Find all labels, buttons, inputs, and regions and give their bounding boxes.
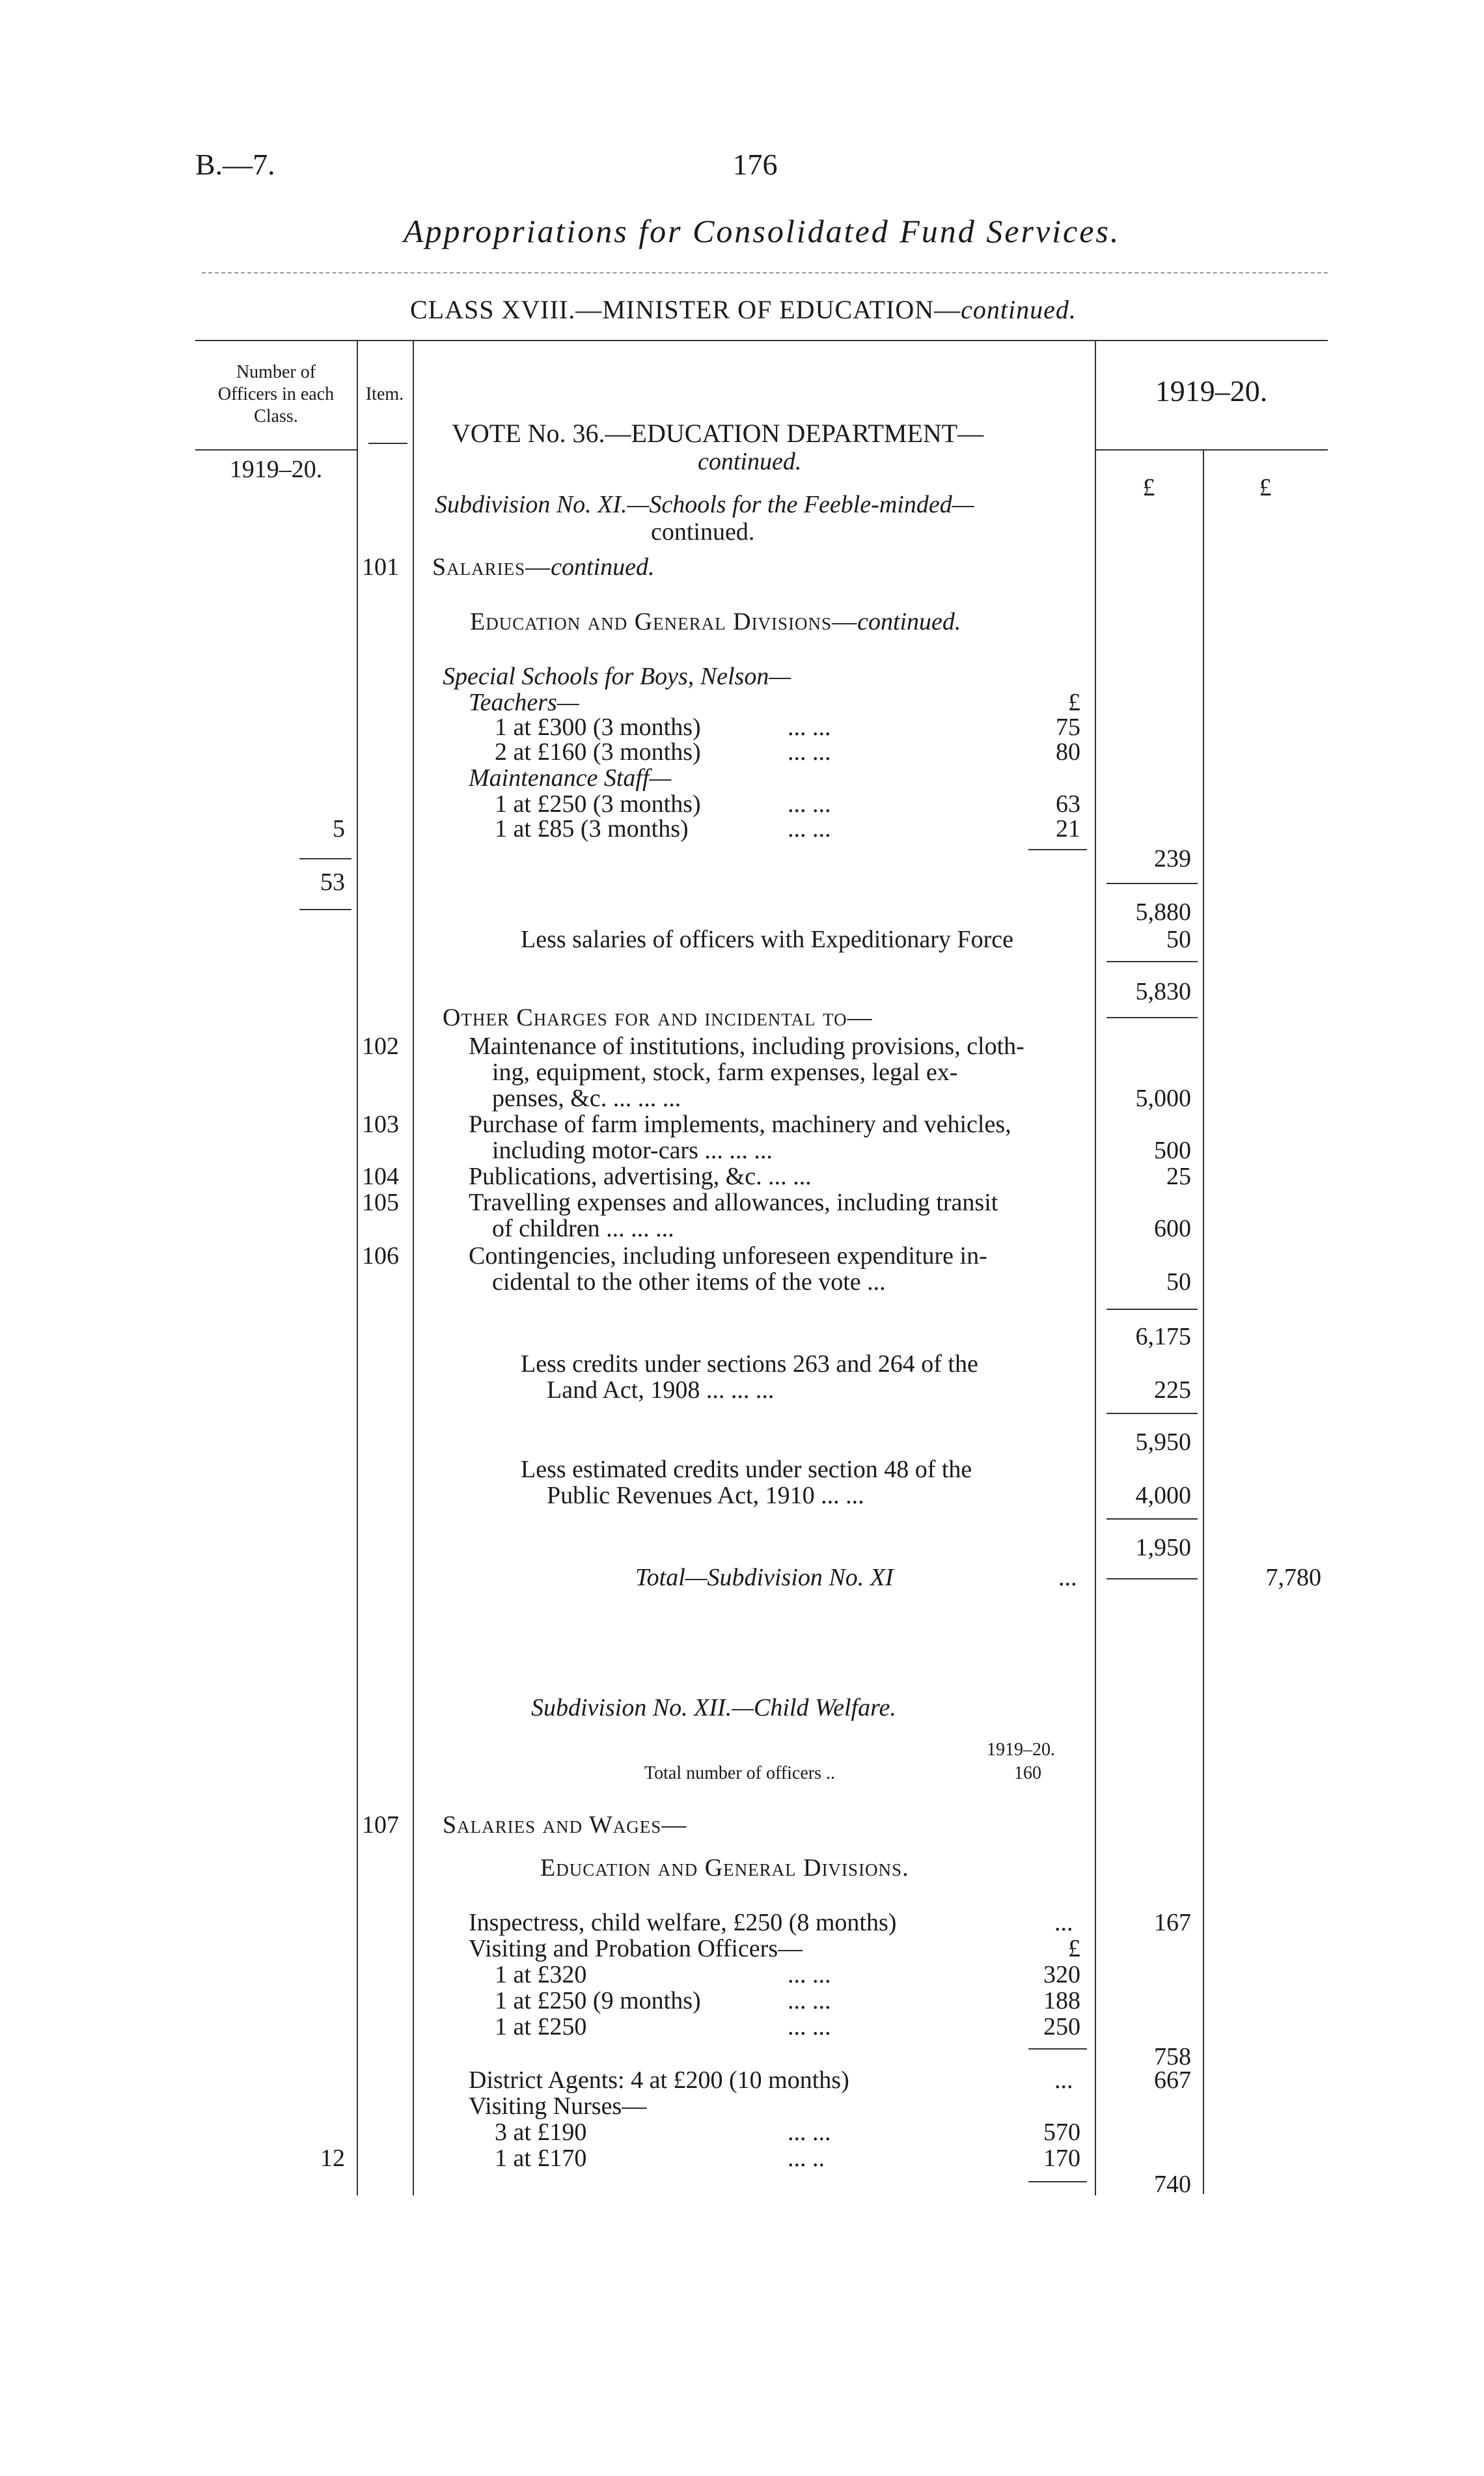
officers-header-rule (195, 449, 357, 451)
amount-5000: 5,000 (1135, 1085, 1191, 1112)
visiting-1: 1 at £320 (495, 1961, 587, 1988)
visiting-2-amount: 188 (1043, 1987, 1080, 2014)
dots: ... ... (788, 714, 831, 741)
col-rule-officers (357, 340, 358, 2195)
maint-1-amount: 63 (1056, 790, 1080, 818)
item-header: Item. (365, 384, 404, 404)
less-credits-2: Land Act, 1908 ... ... ... (547, 1376, 775, 1404)
teachers-label: Teachers— (469, 689, 579, 716)
publications: Publications, advertising, &c. ... ... (469, 1163, 812, 1190)
total-rule (1106, 1017, 1198, 1018)
officers-5: 5 (333, 815, 345, 842)
dots: ... ... (788, 1987, 831, 2014)
dots: ... ... (788, 790, 831, 818)
subdivision-xii-title: Subdivision No. XII.—Child Welfare. (531, 1694, 896, 1721)
amount-1950: 1,950 (1135, 1534, 1191, 1561)
inspectress: Inspectress, child welfare, £250 (8 months) (469, 1909, 897, 1936)
officers-rule (299, 858, 351, 859)
visiting-3-amount: 250 (1043, 2013, 1080, 2040)
amount-239: 239 (1154, 845, 1191, 872)
officers-header-line3: Class. (254, 406, 298, 426)
purchase-1: Purchase of farm implements, machinery and vehicles, (469, 1111, 1011, 1138)
teacher-1: 1 at £300 (3 months) (495, 714, 701, 741)
total-rule (1106, 883, 1198, 884)
sub-rule (1028, 2048, 1087, 2050)
district-agents: District Agents: 4 at £200 (10 months) (469, 2066, 849, 2094)
amount-5950: 5,950 (1135, 1428, 1191, 1456)
amount-25: 25 (1166, 1163, 1191, 1190)
amount-740: 740 (1154, 2171, 1191, 2198)
officers-12: 12 (320, 2145, 345, 2172)
nurse-1-amount: 570 (1043, 2119, 1080, 2146)
total-rule (1106, 1578, 1198, 1579)
item-106: 106 (362, 1242, 399, 1270)
total-rule (1106, 1309, 1198, 1310)
special-schools: Special Schools for Boys, Nelson— (443, 663, 791, 690)
visiting-2: 1 at £250 (9 months) (495, 1987, 701, 2014)
page-title: Appropriations for Consolidated Fund Services. (404, 213, 1121, 249)
subdivision-xi-title: Subdivision No. XI.—Schools for the Feeble-minded— (435, 491, 974, 518)
dots: ... (1058, 1564, 1077, 1591)
total-officers-label: Total number of officers .. (644, 1763, 835, 1783)
officers-53: 53 (320, 869, 345, 896)
nurse-1: 3 at £190 (495, 2119, 587, 2146)
subdivision-xii-year: 1919–20. (987, 1740, 1055, 1760)
item-107: 107 (362, 1811, 399, 1839)
dots: ... ... (788, 738, 831, 766)
dots: ... .. (788, 2145, 825, 2172)
class-heading: CLASS XVIII.—MINISTER OF EDUCATION—continued. (410, 295, 1077, 324)
col-rule-text (1095, 340, 1096, 2195)
less-est-2: Public Revenues Act, 1910 ... ... (547, 1482, 864, 1509)
less-salaries: Less salaries of officers with Expeditionary Force (521, 926, 1013, 953)
amount-758: 758 (1154, 2043, 1191, 2070)
sub-rule (1028, 849, 1087, 850)
sub-rule (1028, 2181, 1087, 2182)
vote-title-cont: continued. (698, 448, 802, 475)
amount-7780: 7,780 (1265, 1564, 1321, 1591)
total-rule (1106, 1518, 1198, 1520)
amount-600: 600 (1154, 1215, 1191, 1242)
pound-col-1: £ (1142, 474, 1155, 501)
page-number: 176 (732, 148, 778, 181)
edu-gen-div: Education and General Divisions. (540, 1854, 909, 1882)
maint-2-amount: 21 (1056, 815, 1080, 842)
total-officers-value: 160 (1014, 1763, 1041, 1783)
teacher-2: 2 at £160 (3 months) (495, 738, 701, 766)
amount-5830: 5,830 (1135, 978, 1191, 1005)
total-subdivision-xi: Total—Subdivision No. XI (635, 1564, 894, 1591)
pound-sub-2: £ (1068, 1935, 1080, 1962)
visiting-probation: Visiting and Probation Officers— (469, 1935, 803, 1962)
travelling-1: Travelling expenses and allowances, including transit (469, 1189, 998, 1216)
visiting-3: 1 at £250 (495, 2013, 587, 2040)
item-101: 101 (362, 553, 399, 581)
less-credits-1: Less credits under sections 263 and 264 of the (521, 1350, 978, 1378)
item-105: 105 (362, 1189, 399, 1216)
amount-4000: 4,000 (1135, 1482, 1191, 1509)
col-rule-sub (1203, 449, 1204, 2194)
purchase-2: including motor-cars ... ... ... (492, 1137, 773, 1164)
maint-inst-1: Maintenance of institutions, including provisions, cloth- (469, 1033, 1024, 1060)
contingencies-1: Contingencies, including unforeseen expenditure in- (469, 1242, 987, 1270)
vote-title: VOTE No. 36.—EDUCATION DEPARTMENT— (452, 419, 984, 448)
less-est-1: Less estimated credits under section 48 of the (521, 1456, 972, 1483)
amount-167: 167 (1154, 1909, 1191, 1936)
report-code: B.—7. (195, 148, 275, 181)
pound-sub-1: £ (1068, 689, 1080, 716)
teacher-1-amount: 75 (1056, 714, 1080, 741)
amount-225: 225 (1154, 1376, 1191, 1404)
subdivision-xi-cont: continued. (651, 518, 755, 546)
nurse-2-amount: 170 (1043, 2145, 1080, 2172)
maint-staff-label: Maintenance Staff— (469, 764, 672, 792)
pound-col-2: £ (1259, 474, 1272, 501)
contingencies-2: cidental to the other items of the vote ... (492, 1268, 886, 1296)
dots: ... ... (788, 1961, 831, 1988)
visiting-1-amount: 320 (1043, 1961, 1080, 1988)
item-header-rule (368, 443, 407, 444)
dots: ... (1054, 2066, 1073, 2094)
amount-50a: 50 (1166, 926, 1191, 953)
visiting-nurses: Visiting Nurses— (469, 2093, 647, 2120)
nurse-2: 1 at £170 (495, 2145, 587, 2172)
total-rule (1106, 961, 1198, 962)
amount-6175: 6,175 (1135, 1323, 1191, 1350)
edu-gen-div-cont: Education and General Divisions—continued. (470, 608, 961, 635)
officers-rule-2 (299, 909, 351, 910)
maint-inst-2: ing, equipment, stock, farm expenses, legal ex- (492, 1059, 958, 1086)
header-rule (202, 272, 1328, 273)
amount-500: 500 (1154, 1137, 1191, 1164)
dots: ... ... (788, 2119, 831, 2146)
dots: ... ... (788, 2013, 831, 2040)
maint-1: 1 at £250 (3 months) (495, 790, 701, 818)
officers-header-line2: Officers in each (217, 384, 335, 404)
amount-667: 667 (1154, 2066, 1191, 2094)
dots: ... ... (788, 815, 831, 842)
salaries-wages: Salaries and Wages— (443, 1811, 687, 1839)
dots: ... (1054, 1909, 1073, 1936)
item-103: 103 (362, 1111, 399, 1138)
item-102: 102 (362, 1033, 399, 1060)
maint-2: 1 at £85 (3 months) (495, 815, 689, 842)
travelling-2: of children ... ... ... (492, 1215, 674, 1242)
year-header-rule (1095, 449, 1328, 451)
officers-header-line1: Number of (236, 362, 316, 382)
other-charges: Other Charges for and incidental to— (443, 1004, 873, 1031)
col-rule-item (413, 340, 414, 2195)
maint-inst-3: penses, &c. ... ... ... (492, 1085, 681, 1112)
officers-year: 1919–20. (229, 456, 323, 483)
total-rule (1106, 1413, 1198, 1414)
amount-50b: 50 (1166, 1268, 1191, 1296)
table-top-rule (195, 340, 1328, 341)
amount-5880: 5,880 (1135, 898, 1191, 926)
salaries-cont: Salaries—continued. (432, 553, 655, 581)
teacher-2-amount: 80 (1056, 738, 1080, 766)
item-104: 104 (362, 1163, 399, 1190)
year-header: 1919–20. (1155, 374, 1268, 408)
